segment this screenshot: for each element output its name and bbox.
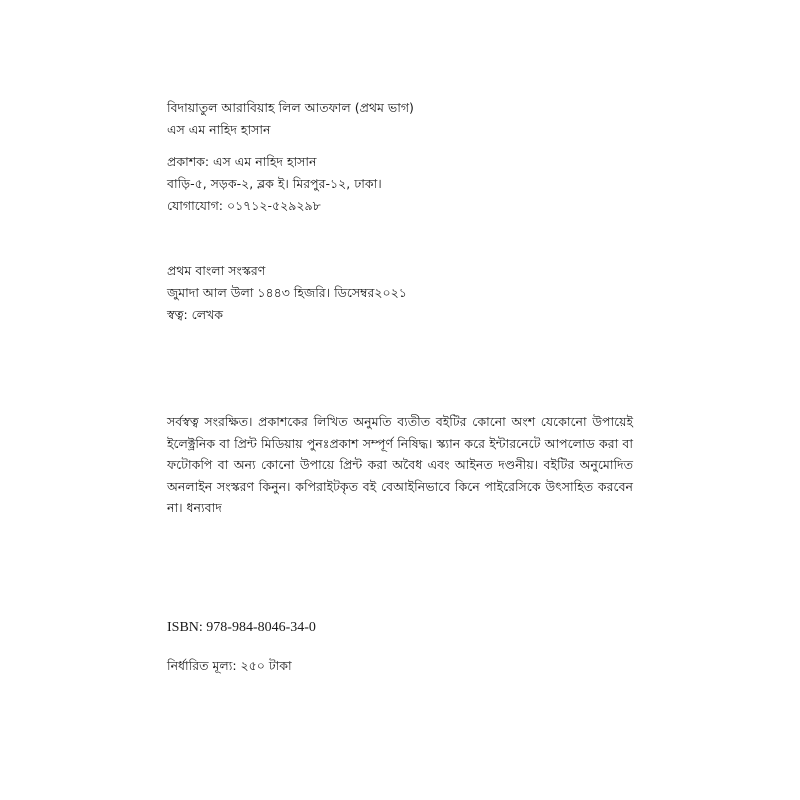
publisher-block: [167, 151, 633, 217]
edition-label: প্রথম বাংলা সংস্করণ: [167, 263, 266, 278]
isbn-block: [167, 617, 633, 639]
publisher-address: বাড়ি-৫, সড়ক-২, ব্লক ই। মিরপুর-১২, ঢাকা।: [167, 176, 382, 191]
publisher-name: প্রকাশক: এস এম নাহিদ হাসান: [167, 154, 317, 169]
price: নির্ধারিত মূল্য: ২৫০ টাকা: [167, 658, 292, 673]
edition-date: জুমাদা আল উলা ১৪৪৩ হিজরি। ডিসেম্বর২০২১: [167, 285, 407, 300]
book-title: বিদায়াতুল আরাবিয়াহ লিল আতফাল (প্রথম ভাগ): [167, 100, 414, 115]
rights-notice: সর্বস্বত্ব সংরক্ষিত। প্রকাশকের লিখিত অনুমতি ব্যতীত বইটির কোনো অংশ যেকোনো উপায়েই ইলেক্ট্রনিক বা প্রিন্ট মিডিয়ায় পুনঃপ্রকাশ সম্পূর্ণ নিষিদ্ধ। স্ক্যান করে ইন্টারনেটে আপলোড করা বা ফটোকপি বা অন্য কোনো উপায়ে প্রিন্ট করা অবৈধ এবং আইনত দণ্ডনীয়। বইটির অনুমোদিত অনলাইন সংস্করণ কিনুন। কপিরাইটকৃত বই বেআইনিভাবে কিনে পাইরেসিকে উৎসাহিত করবেন না। ধন্যবাদ: [167, 414, 633, 515]
edition-block: [167, 260, 633, 326]
book-author: এস এম নাহিদ হাসান: [167, 122, 271, 137]
title-block: [167, 97, 633, 141]
isbn-number: ISBN: 978-984-8046-34-0: [167, 620, 316, 635]
price-block: [167, 655, 633, 677]
rights-notice-block: [167, 411, 633, 519]
copyright-holder: স্বত্ব: লেখক: [167, 307, 224, 322]
publisher-contact: যোগাযোগ: ০১৭১২-৫২৯২৯৮: [167, 198, 321, 213]
